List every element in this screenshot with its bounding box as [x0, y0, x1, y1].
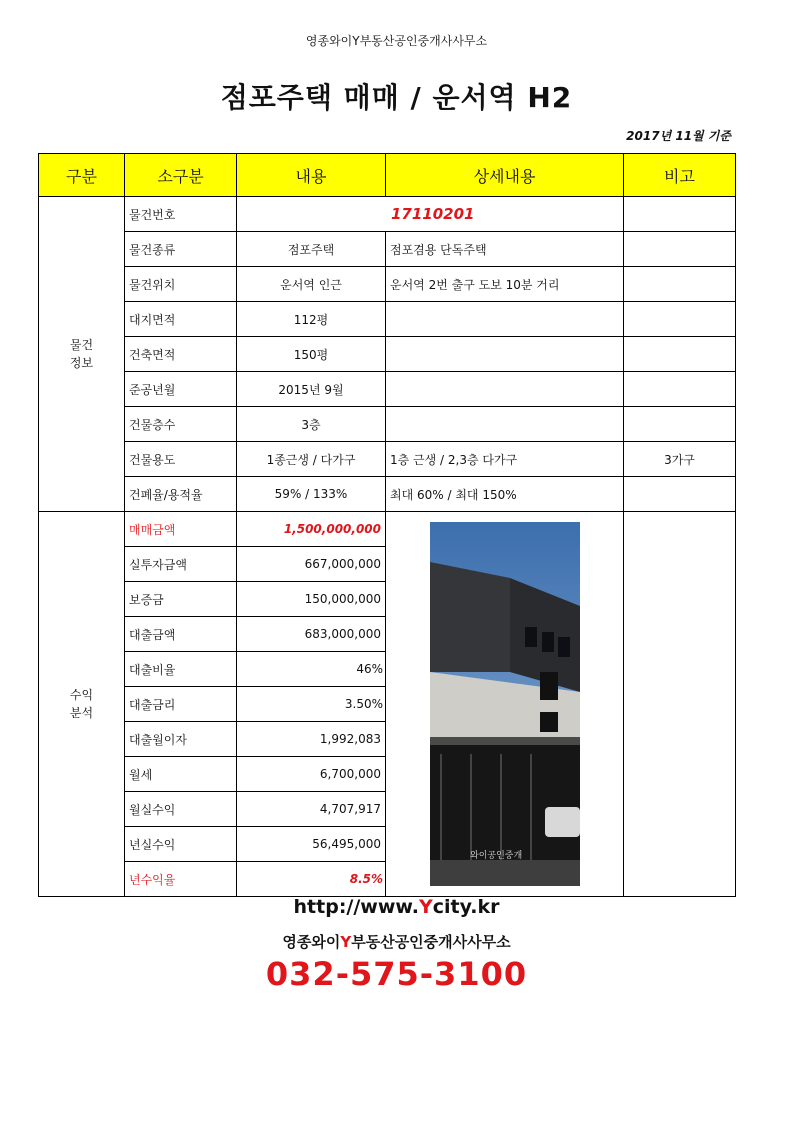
- row-label: 보증금: [125, 582, 237, 617]
- row-content: 1종근생 / 다가구: [237, 442, 386, 477]
- row-label: 대지면적: [125, 302, 237, 337]
- property-table: [38, 153, 736, 897]
- row-label: 물건종류: [125, 232, 237, 267]
- row-label: 실투자금액: [125, 547, 237, 582]
- row-content: 운서역 인근: [237, 267, 386, 302]
- table-row: [39, 372, 736, 407]
- row-label: 건폐율/용적율: [125, 477, 237, 512]
- office-y: Y: [340, 933, 352, 951]
- category-property-info: [39, 197, 125, 512]
- row-note: [624, 407, 736, 442]
- category-label: 수익 분석: [69, 688, 94, 720]
- row-value: 8.5%: [237, 862, 386, 897]
- row-label: 매매금액: [125, 512, 237, 547]
- row-label: 년실수익: [125, 827, 237, 862]
- row-content: 112평: [237, 302, 386, 337]
- row-value: 1,992,083: [237, 722, 386, 757]
- row-note: [624, 337, 736, 372]
- page-title: 점포주택 매매 / 운서역 H2: [220, 81, 573, 114]
- table-row: [39, 197, 736, 232]
- row-content: 점포주택: [237, 232, 386, 267]
- row-label: 물건번호: [125, 197, 237, 232]
- row-value: 1,500,000,000: [237, 512, 386, 547]
- object-number: 17110201: [391, 205, 475, 223]
- row-detail: [386, 337, 624, 372]
- row-detail: 1층 근생 / 2,3층 다가구: [386, 442, 624, 477]
- category-profit-analysis: [39, 512, 125, 897]
- row-note: [624, 302, 736, 337]
- table-row: [39, 267, 736, 302]
- header-category: 구분: [39, 154, 125, 197]
- row-label: 대출금리: [125, 687, 237, 722]
- office-name-footer: [0, 931, 793, 952]
- row-note: [624, 372, 736, 407]
- building-photo-cell: [386, 512, 624, 897]
- date-note: 2017년 11월 기준: [626, 129, 731, 143]
- row-value: 56,495,000: [237, 827, 386, 862]
- row-label: 건물용도: [125, 442, 237, 477]
- row-note: [624, 232, 736, 267]
- row-detail: 운서역 2번 출구 도보 10분 거리: [386, 267, 624, 302]
- row-label: 건물층수: [125, 407, 237, 442]
- office-suffix: 부동산공인중개사사무소: [351, 933, 511, 951]
- row-content: 150평: [237, 337, 386, 372]
- table-row: [39, 302, 736, 337]
- header-content: 내용: [237, 154, 386, 197]
- table-row: [39, 512, 736, 547]
- row-value: 683,000,000: [237, 617, 386, 652]
- header-detail: 상세내용: [386, 154, 624, 197]
- row-note: [624, 267, 736, 302]
- website-url[interactable]: [0, 896, 793, 918]
- header-subcategory: 소구분: [125, 154, 237, 197]
- row-note: [624, 477, 736, 512]
- object-number-cell: [237, 197, 624, 232]
- table-row: [39, 232, 736, 267]
- row-note: 3가구: [624, 442, 736, 477]
- url-prefix: http://www.: [293, 896, 419, 918]
- table-header-row: [39, 154, 736, 197]
- table-row: [39, 407, 736, 442]
- row-content: 2015년 9월: [237, 372, 386, 407]
- row-label: 대출비율: [125, 652, 237, 687]
- url-suffix: city.kr: [432, 896, 500, 918]
- row-label: 건축면적: [125, 337, 237, 372]
- category-label: 물건 정보: [69, 338, 94, 370]
- table-row: [39, 337, 736, 372]
- row-detail: [386, 372, 624, 407]
- row-content: 3층: [237, 407, 386, 442]
- building-photo: [430, 522, 580, 886]
- row-value: 667,000,000: [237, 547, 386, 582]
- url-y: Y: [418, 896, 433, 918]
- row-detail: [386, 302, 624, 337]
- row-label: 준공년월: [125, 372, 237, 407]
- row-label: 월세: [125, 757, 237, 792]
- row-value: 6,700,000: [237, 757, 386, 792]
- row-label: 월실수익: [125, 792, 237, 827]
- row-note: [624, 197, 736, 232]
- office-name-top: 영종와이Y부동산공인중개사사무소: [305, 34, 488, 48]
- row-label: 물건위치: [125, 267, 237, 302]
- table-row: [39, 442, 736, 477]
- row-content: 59% / 133%: [237, 477, 386, 512]
- row-value: 150,000,000: [237, 582, 386, 617]
- row-label: 년수익율: [125, 862, 237, 897]
- row-detail: 점포겸용 단독주택: [386, 232, 624, 267]
- photo-caption: 와이공인중개: [469, 851, 522, 861]
- phone-number[interactable]: 032-575-3100: [265, 955, 528, 993]
- row-label: 대출월이자: [125, 722, 237, 757]
- row-label: 대출금액: [125, 617, 237, 652]
- row-value: 3.50%: [237, 687, 386, 722]
- header-note: 비고: [624, 154, 736, 197]
- row-detail: 최대 60% / 최대 150%: [386, 477, 624, 512]
- table-row: [39, 477, 736, 512]
- profit-note-cell: [624, 512, 736, 897]
- office-prefix: 영종와이: [282, 933, 341, 951]
- row-detail: [386, 407, 624, 442]
- row-value: 46%: [237, 652, 386, 687]
- row-value: 4,707,917: [237, 792, 386, 827]
